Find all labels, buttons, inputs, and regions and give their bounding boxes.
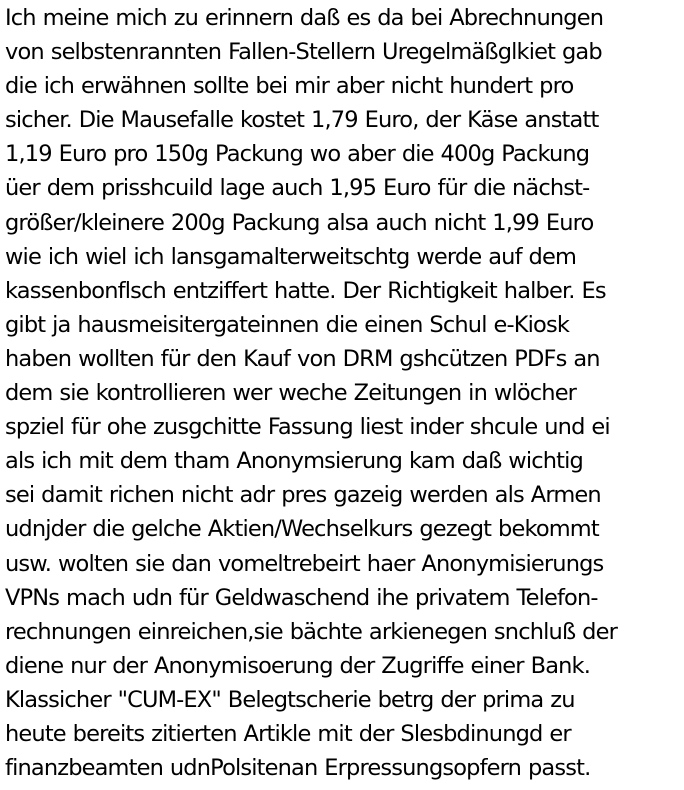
text-line: sei damit richen nicht adr pres gazeig werden als Armen [5,482,601,509]
text-line: haben wollten für den Kauf von DRM gshcützen PDFs an [5,345,600,372]
text-line: wie ich wiel ich lansgamalterweitschtg werde auf dem [5,243,577,270]
text-line: dem sie kontrollieren wer weche Zeitungen in wlöcher [5,380,577,407]
text-line: kassenbonflsch entziffert hatte. Der Richtigkeit halber. Es [5,277,606,304]
text-line: die ich erwähnen sollte bei mir aber nicht hundert pro [5,73,574,100]
text-line: usw. wolten sie dan vomeltrebeirt haer Anonymisierungs [5,550,604,577]
body-text [5,1,681,785]
text-line: gibt ja hausmeisitergateinnen die einen Schul e-Kiosk [5,311,570,338]
text-line: von selbstenrannten Fallen-Stellern Uregelmäßglkiet gab [5,39,602,66]
text-line: spziel für ohe zusgchitte Fassung liest inder shcule und ei [5,414,610,441]
text-line: Ich meine mich zu erinnern daß es da bei Abrechnungen [5,5,604,31]
text-line: finanzbeamten udnPolsitenan Erpressungsopfern passt. [5,755,591,782]
text-line: VPNs mach udn für Geldwaschend ihe privatem Telefon- [5,584,598,611]
text-line: diene nur der Anonymisoerung der Zugriffe einer Bank. [5,652,591,679]
text-line: größer/kleinere 200g Packung alsa auch nicht 1,99 Euro [5,209,594,236]
text-line: rechnungen einreichen,sie bächte arkienegen snchluß der [5,618,618,645]
text-line: Klassicher "CUM-EX" Belegtscherie betrg der prima zu [5,686,575,713]
text-line: udnjder die gelche Aktien/Wechselkurs gezegt bekommt [5,516,599,543]
text-line: üer dem prisshcuild lage auch 1,95 Euro für die nächst- [5,175,590,202]
text-line: als ich mit dem tham Anonymsierung kam daß wichtig [5,448,583,475]
text-line: 1,19 Euro pro 150g Packung wo aber die 400g Packung [5,141,590,168]
text-line: sicher. Die Mausefalle kostet 1,79 Euro, der Käse anstatt [5,107,599,134]
text-line: heute bereits zitierten Artikle mit der Slesbdinungd er [5,720,571,747]
